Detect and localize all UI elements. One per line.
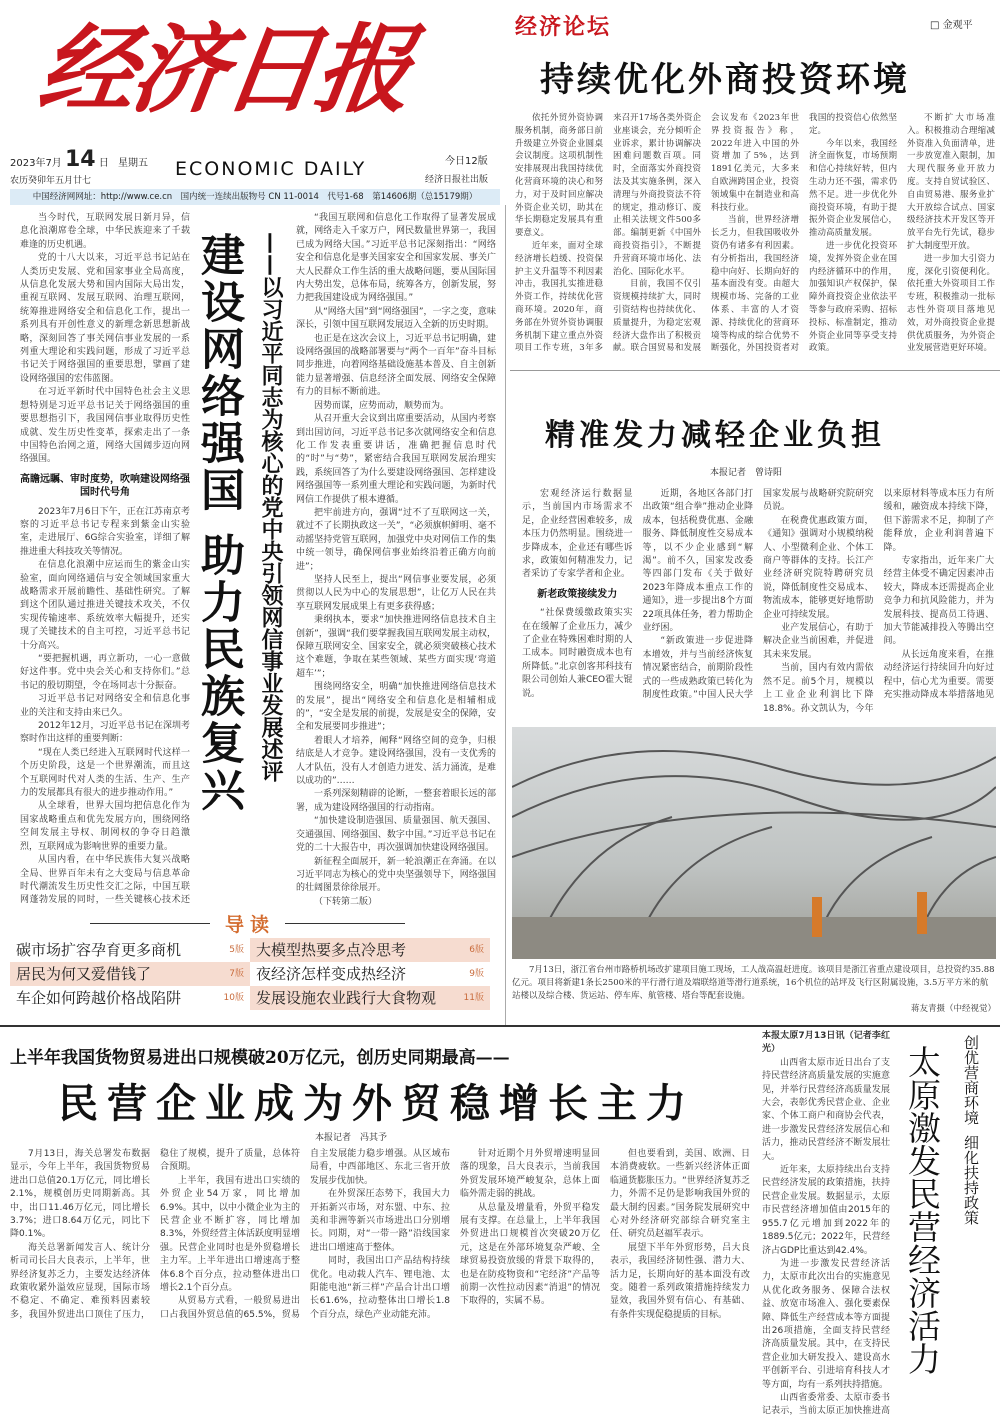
paragraph: 在外贸深圧态势下，我国大力开拓新兴市场，对东盟、中东、拉美和非洲等新兴市场进出口分别增长。同期，对“一带一路”沿线国家进出口增速高于整体。 (310, 1189, 450, 1253)
paragraph: 在习近平新时代中国特色社会主义思想特别是习近平总书记关于网络强国的重要思想指引下，我国网信事业取得历史性成就、发生历史性变革，探索走出了一条中国特色治网之道，网络大国阔步迈向网络强国。 (20, 387, 190, 465)
info-bar: 中国经济网网址：http://www.ce.cn 国内统一连续出版物号 CN 11-0014 代号1-68 第14606期（总15179期） (10, 189, 500, 205)
subtitle-taiyuan-2: 细化扶持政策 (962, 1135, 980, 1225)
paragraph: 秉纲执本，要求“加快推进网络信息技术自主创新”，强调“我们要掌握我国互联网发展主动权，保障互联网安全、国家安全，就必须突破核心技术这个难题，争取在某些领域、某些方面实现‘弯道超车’”； (296, 615, 496, 679)
section-subhead: 新老政策接续发力 (537, 588, 618, 600)
paragraph: “要把握机遇，再立新功，一心一意做好这件事。党中央会关心和支持你们。”总书记的殷切期望，令在场同志十分振奋。 (20, 654, 190, 691)
dateline-taiyuan: 本报太原7月13日讯（记者李红光） (762, 1031, 890, 1055)
issue-date (10, 148, 148, 172)
guide-item[interactable] (10, 962, 250, 986)
airport-truss-image (512, 727, 996, 959)
paragraph: “现在人类已经进入互联网时代这样一个历史阶段，这是一个世界潮流，而且这个互联网时代对人类的生活、生产、生产力的发展都具有很大的进步推动作用。” (20, 747, 190, 799)
paragraph: 从国内看，在中华民族伟大复兴战略全局、世界百年未有之大变局与信息革命时代潮流发生历史性交汇之际，中国互联网蓬勃发展的同时，一些关键核心技术还 (20, 855, 190, 906)
paragraph: 在信息化浪潮中应运而生的紫金山实验室，面向网络通信与安全领域国家重大战略需求开展前瞻性、基础性研究。了解到这个团队通过推进关键技术攻关，不仅实现传输速率、系统效率大幅提升，还实现了关键技术的自主可控，习近平总书记十分高兴。 (20, 560, 190, 651)
article-body-forum (515, 112, 995, 362)
guide-title: 导读 (224, 914, 275, 936)
paragraph: 围绕网络安全，明确“加快推进网络信息技术的发展”，提出“网络安全和信息化是相辅相成的”，“安全是发展的前提，发展是安全的保障，安全和发展要同步推进”； (296, 682, 496, 733)
byline-burden: 本报记者 曾诗阳 (710, 468, 783, 478)
paragraph: 党的十八大以来，习近平总书记站在人类历史发展、党和国家事业全局高度，从信息化发展大势和国内国际大局出发，重视互联网、发展互联网、治理互联网，统筹推进网络安全和信息化工作，提出一系列具有开创性意义的新理念新思想新战略，深刻回答了事关网信事业发展的一系列重大理论和实践问题，形成了习近平总书记关于网络强国的重要思想，擘画了建设网络强国的宏伟蓝图。 (20, 253, 190, 384)
publisher: 经济日报社出版 (425, 175, 489, 185)
paragraph: 把牢前进方向，强调“过不了互联网这一关，就过不了长期执政这一关”，“必须旗帜鲜明、毫不动摇坚持党管互联网，加强党中央对网信工作的集中统一领导，确保网信事业始终沿着正确方向前进”； (296, 507, 496, 572)
guide-header (0, 910, 500, 938)
paragraph: 着眼人才培养，阐释“网络空间的竞争，归根结底是人才竞争。建设网络强国，没有一支优秀的人才队伍，没有人才创造力迸发、活力涌流，是难以成功的”…… (296, 735, 496, 787)
kicker-trade: 上半年我国货物贸易进出口规模破20万亿元，创历史同期最高—— (10, 1048, 510, 1068)
paragraph: “社保费缓缴政策实实在在缓解了企业压力，减少了企业在特殊困难时期的人工成本。同时融资成本也有所降低。”北京创客邦科技有限公司创始人兼CEO霍大锟说。 (522, 608, 633, 699)
guide-item-page: 11版 (463, 993, 484, 1003)
paragraph: （下转第二版） (314, 896, 378, 907)
guide-item[interactable] (250, 962, 490, 986)
weekday: 星期五 (118, 158, 148, 169)
paragraph: 上半年，我国有进出口实绩的外贸企业54万家，同比增加6.9%。其中，以中小微企业为主的民营企业不断扩容，同比增加8.3%，外贸经营主体活跃度明显增强。民营企业同时也是外贸稳增长主力军。上半年进出口增速高于整体6.8个百分点，拉动整体进出口增长2.1个百分点。 (160, 1175, 300, 1294)
guide-item-label: 居民为何又爱借钱了 (16, 965, 152, 983)
headline-lead (192, 232, 244, 814)
guide-item-page: 6版 (469, 945, 484, 955)
headline-lead-part2: 助力民族复兴 (193, 532, 244, 814)
paragraph: “新政策进一步促进降本增效，并与当前经济恢复情况紧密结合，前期阶段性式的一些成熟政策已转化为制度性政策。”中国人民大学国家发展与战略研究院研究员说。 (642, 489, 874, 701)
author-box-icon: □ (930, 20, 940, 31)
guide-item-page: 5版 (229, 945, 244, 955)
paragraph: 从召开重大会议到出席重要活动，从国内考察到出国访问，习近平总书记多次就网络安全和信息化工作发表重要讲话，准确把握信息时代的“时”与“势”，紧密结合我国互联网发展治理实践，系统回答了为什么要建设网络强国、怎样建设网络强国等一系列重大理论和实践问题，为新时代网信工作提供了根本遵循。 (296, 414, 496, 505)
paragraph: 同时，我国出口产品结构持续优化。电动载人汽车、锂电池、太阳能电池“新三样”产品合计出口增长61.6%，拉动整体出口增长1.8个百分点，绿色产业动能充沛。 (310, 1256, 450, 1320)
paragraph: 新征程全面展开，新一轮浪潮正在奔涌。在以习近平同志为核心的党中央坚强领导下，网络强国的壮阔图景徐徐展开。 (296, 856, 496, 894)
article-body-taiyuan (762, 1030, 890, 1416)
paragraph: 但也要看到，美国、欧洲、日本消费疲软。一些新兴经济体正面临通货膨胀压力。“世界经济复苏乏力，外需不足仍是影响我国外贸的最大制约因素。”国务院发展研究中心对外经济研究部综合研究室主任、研究员赵福军表示。 (610, 1149, 750, 1240)
divider (285, 923, 405, 924)
caption-text: 7月13日，浙江省台州市路桥机场改扩建项目施工现场，工人战高温赶进度。该项目是浙江省重点建设项目，总投资约35.88亿元。项目将新建1条长2500米的平行滑行道及端联络道等滑行道系统，16个机位的站坪及飞行区附属设施，3.5万平方米的航站楼以及综合楼、货运站、停车库、航管楼、塔台等配套设施。 (512, 965, 995, 1001)
paragraph: 当前，国内有效内需依然不足。前5个月，规模以上工业企业利润比下降18.8%。孙文凯认为，今年以来原材料等成本压力有所缓和，融资成本持续下降，但下游需求不足，抑制了产能释放，企业利润普遍下降。 (763, 489, 994, 714)
guide-item[interactable] (250, 938, 490, 962)
headline-lead-part1: 建设网络强国 (193, 232, 244, 514)
headline-forum: 持续优化外商投资环境 (540, 60, 910, 100)
photo-credit: 蒋友青摄（中经视觉） (910, 1004, 996, 1014)
paragraph: 依托外贸外资协调服务机制，商务部日前升级建立外资企业圆桌会议制度。这项机制性安排展现出我国持续优化营商环境的决心和努力，对于及时回应解决外资企业关切，助其在华长期稳定发展具有重要意义。 (515, 113, 603, 239)
date-day: 14 (65, 147, 96, 172)
section-label: 经济论坛 (515, 15, 612, 40)
headline-trade: 民营企业成为外贸稳增长主力 (58, 1081, 695, 1127)
paragraph: 从全球看，世界大国均把信息化作为国家战略重点和优先发展方向，围绕网络空间发展主导权、制网权的争夺日趋激烈，互联网成为影响世界的重要力量。 (20, 801, 190, 852)
paragraph: 进一步加大引资力度，深化引资便利化。依托重大外资项目工作专班，积极推动一批标志性外资项目落地见效，对外商投资企业提供优质服务，为外资企业发展营造更好环境。 (907, 253, 995, 354)
guide-item[interactable] (250, 986, 490, 1010)
paragraph: 业产发展信心，有助于解决企业当前困难，并促进其未来发展。 (763, 623, 874, 660)
paragraph: 因势而谋，应势而动，顺势而为。 (314, 400, 450, 411)
date-day-suffix: 日 (98, 158, 109, 169)
paragraph: 从总量及增量看，外贸平稳发展有支撑。在总量上，上半年我国外贸进出口规模首次突破20万亿元，这是在外部环境复杂严峻、全球贸易投资放缓的背景下取得的，也是在防疫物资和“宅经济”产品等前期一次性拉动因素“消退”的情况下取得的，实属不易。 (460, 1202, 600, 1307)
guide-item-label: 发展设施农业践行大食物观 (256, 989, 437, 1007)
paragraph: 目前，我国不仅引资规模持续扩大，同时引资结构也持续优化、质量提升，为稳定宏观经济大盘作出了积极贡献。联合国贸易和发展会议发布《2023年世界投资报告》称，2022年进入中国的外资增加了5%，达到1891亿美元，大多来自欧洲跨国企业，投资领域集中在制造业和高科技行业。 (613, 113, 799, 354)
author-name: 金观平 (942, 20, 973, 31)
paragraph: 2023年7月6日下午，正在江苏南京考察的习近平总书记专程来到紫金山实验室，走进展厅、6G综合实验室，详细了解推进重大科技攻关等情况。 (20, 506, 190, 557)
paragraph: 为进一步激发民营经济活力，太原市此次出台的实施意见从优化政务服务、保障合法权益、放宽市场准入、强化要素保障、降低生产经营成本等方面提出26项措施，全面支持民营经济高质量发展。其中，在支持民营企业加大研发投入、建设高水平创新平台、引进培育科技人才等方面，均有一系列扶持措施。 (762, 1258, 890, 1390)
headline-burden: 精准发力减轻企业负担 (545, 418, 885, 453)
paragraph: 习近平总书记对网络安全和信息化事业的关注和支持由来已久。 (20, 694, 190, 718)
paragraph: 山西省太原市近日出台了支持民营经济高质量发展的实施意见，并举行民营经济高质量发展大会，表彰优秀民营企业、企业家、个体工商户和商协会代表，进一步激发民营经济发展信心和活力，推动民营经济不断发展壮大。 (762, 1057, 890, 1162)
taiyuan-paragraphs (762, 1057, 890, 1416)
paragraph: “我国互联网和信息化工作取得了显著发展成就，网络走入千家万户，网民数量世界第一，我国已成为网络大国。”习近平总书记深刻指出：“网络安全和信息化是事关国家安全和国家发展、事关广大人民群众工作生活的重大战略问题，要从国际国内大势出发，总体布局，统筹各方，创新发展，努力把我国建设成为网络强国。” (296, 213, 496, 304)
paragraph: 当前，世界经济增长乏力，但我国吸收外资仍有诸多有利因素。有分析指出，我国经济稳中向好、长期向好的基本面没有变。由超大规模市场、完备的工业体系、丰富的人才资源、持续优化的营商环境等构成的综合优势不断强化，外国投资者对我国的投资信心依然坚定。 (711, 113, 897, 354)
article-body-burden (522, 488, 994, 720)
paragraph: 从贸易方式看，一般贸易进出口占我国外贸总值的65.5%，贸易自主发展能力稳步增强。从区域布局看，中西部地区、东北三省开放发展步伐加快。 (160, 1149, 450, 1320)
author (930, 16, 973, 31)
guide-box (0, 910, 500, 1010)
page-count: 今日12版 (445, 156, 488, 167)
subtitle-taiyuan (958, 1035, 982, 1225)
paragraph: 一系列深刻精辟的论断，一整套着眼长远的部署，成为建设网络强国的行动指南。 (296, 789, 496, 813)
paragraph: 宏观经济运行数据显示，当前国内市场需求不足，企业经营困难较多，成本压力仍然明显。围绕进一步降成本，企业还有哪些诉求，政策如何精准发力，记者采访了专家学者和企业。 (522, 489, 633, 580)
paragraph: 今年以来，我国经济全面恢复，市场预期和信心持续好转，但内生动力还不强，需求仍然不足。进一步优化外商投资环境，有助于提振外资企业发展信心，推动高质量发展。 (809, 138, 897, 239)
section-subhead: 高瞻远瞩、审时度势，吹响建设网络强国时代号角 (20, 473, 190, 499)
paragraph: 在税费优惠政策方面，《通知》强调对小规模纳税人、小型微利企业、个体工商户等群体的支持。长江产业经济研究院特聘研究员说，降低制度性交易成本、物流成本，能够更好地帮助企业可持续发展。 (763, 515, 874, 620)
paragraph: 展望下半年外贸形势，吕大良表示，我国经济韧性强、潜力大、活力足，长期向好的基本面没有改变。随着一系列政策措施持续发力显效，我国外贸有信心、有基础、有条件实现促稳提质的目标。 (610, 1242, 750, 1320)
guide-item-label: 夜经济怎样变成热经济 (256, 965, 407, 983)
article-body-lead-col1 (20, 212, 190, 907)
guide-item-page: 7版 (229, 969, 244, 979)
english-title: ECONOMIC DAILY (175, 158, 367, 180)
paragraph: 山西省委常委、太原市委书记表示，当前太原正加快推进高 (762, 1392, 890, 1416)
paragraph: 7月13日，海关总署发布数据显示，今年上半年，我国货物贸易进出口总值20.1万亿元，同比增长2.1%，规模创历史同期新高。其中，出口11.46万亿元，同比增长3.7%；进口8.64万亿元，同比下降0.1%。 (10, 1149, 150, 1240)
article-body-trade (10, 1148, 750, 1416)
paragraph: 不断扩大市场准入。积极推动合理缩减外资准入负面清单，进一步放宽准入限制，加大现代服务业开放力度。支持自贸试验区、自由贸易港、服务业扩大开放综合试点、国家级经济技术开发区等开放平台先行先试，稳步扩大制度型开放。 (907, 113, 995, 251)
paragraph: “加快建设制造强国、质量强国、航天强国、交通强国、网络强国、数字中国。”习近平总书记在党的二十大报告中，再次强调加快建设网络强国。 (296, 816, 496, 854)
divider (90, 923, 210, 924)
paragraph: 坚持人民至上，提出“网信事业要发展，必须贯彻以人民为中心的发展思想”，让亿万人民在共享互联网发展成果上有更多获得感； (296, 574, 496, 612)
paragraph: 近年来，太原持续出台支持民营经济发展的政策措施，扶持民营企业发展。数据显示，太原市民营经济增加值由2015年的955.7亿元增加到2022年的1889.5亿元；2022年，民营经济占GDP比重达到42.4%。 (762, 1165, 890, 1256)
guide-item-page: 10版 (223, 993, 244, 1003)
guide-item-label: 大模型热要多点冷思考 (256, 941, 407, 959)
guide-item-label: 车企如何跨越价格战陷阱 (16, 989, 182, 1007)
lunar-date: 农历癸卯年五月廿七 (10, 176, 92, 186)
paragraph: 从“网络大国”到“网络强国”，一字之变，意味深长，引领中国互联网发展迈入全新的历史时期。 (296, 306, 496, 331)
paragraph: 当今时代，互联网发展日新月异，信息化浪潮席卷全球，中华民族迎来了千载难逢的历史机遇。 (20, 213, 190, 250)
paragraph: 专家指出，近年来广大经营主体受不确定因素冲击较大，降成本还需提高企业竞争力和抗风险能力，并为发展科技、提高员工待遇、加大节能减排投入等腾出空间。 (883, 556, 994, 647)
paragraph: 进一步优化投资环境，发挥外资企业在国内经济循环中的作用，加强知识产权保护，保障外商投资企业依法平等参与政府采购、招标投标、标准制定，推动外资企业同等享受支持政策。 (809, 240, 897, 354)
guide-item[interactable] (10, 986, 250, 1010)
paragraph: 2012年12月，习近平总书记在深圳考察时作出这样的重要判断： (20, 721, 190, 745)
paragraph: 从长远角度来看，在推动经济运行持续回升向好过程中，信心尤为重要。需要充实推动降成本举措落地见 (883, 649, 994, 701)
paragraph: 也正是在这次会议上，习近平总书记明确，建设网络强国的战略部署要与“两个一百年”奋斗目标同步推进，向着网络基础设施基本普及、自主创新能力显著增强、信息经济全面发展、网络安全保障有力的目标不断前进。 (296, 333, 496, 398)
construction-photo (512, 727, 996, 959)
newspaper-logo: 经济日报 (32, 13, 417, 126)
byline-trade: 本报记者 冯其予 (315, 1133, 388, 1143)
article-body-lead-col3 (296, 212, 496, 907)
guide-item[interactable] (10, 938, 250, 962)
date-month: 2023年7月 (10, 158, 62, 169)
guide-item-page: 9版 (469, 969, 484, 979)
subtitle-taiyuan-1: 创优营商环境 (962, 1035, 980, 1125)
paragraph: 近期，各地区各部门打出政策“组合拳”推动企业降成本，包括税费优惠、金融服务、降低制度性交易成本等，以不少企业感到“解渴”。前不久，国家发改委等四部门发布《关于做好2023年降成本重点工作的通知》，进一步提出8个方面22项具体任务，着力帮助企业纾困。 (642, 489, 753, 634)
photo-caption (512, 964, 996, 1016)
paragraph: 海关总署新闻发言人、统计分析司司长吕大良表示，上半年，世界经济复苏乏力，主要发达经济体政策收紧外溢效应显现，国际市场不稳定、不确定、难预料因素较多，我国外贸进出口顶住了压力，稳住了规模，提升了质量，总体符合预期。 (10, 1149, 300, 1320)
paragraph: 近年来，面对全球经济增长趋缓、投资保护主义升温等不利因素冲击，我国扎实推进稳外资工作，持续优化营商环境。2020年，商务部在外贸外资协调服务机制下建立重点外资项目工作专班，3年多来召开17场各类外资企业座谈会，充分倾听企业诉求，累计协调解决困难问题数百项。同时，全面落实外商投资法及其实施条例，深入清理与外商投资法不符的规定，推动修订、废止相关法规文件500多部。编制更新《中国外商投资指引》，不断提升营商环境市场化、法治化、国际化水平。 (515, 113, 701, 354)
headline-taiyuan: 太原激发民营经济活力 (903, 1045, 942, 1375)
subtitle-lead: ——以习近平同志为核心的党中央引领网信事业发展述评 (258, 232, 283, 782)
guide-item-label: 碳市场扩容孕育更多商机 (16, 941, 182, 959)
paragraph: 针对近期个月外贸增速明显回落的现象，吕大良表示，当前我国外贸发展环境严峻复杂，总体上面临外需走弱的挑战。 (460, 1149, 600, 1200)
